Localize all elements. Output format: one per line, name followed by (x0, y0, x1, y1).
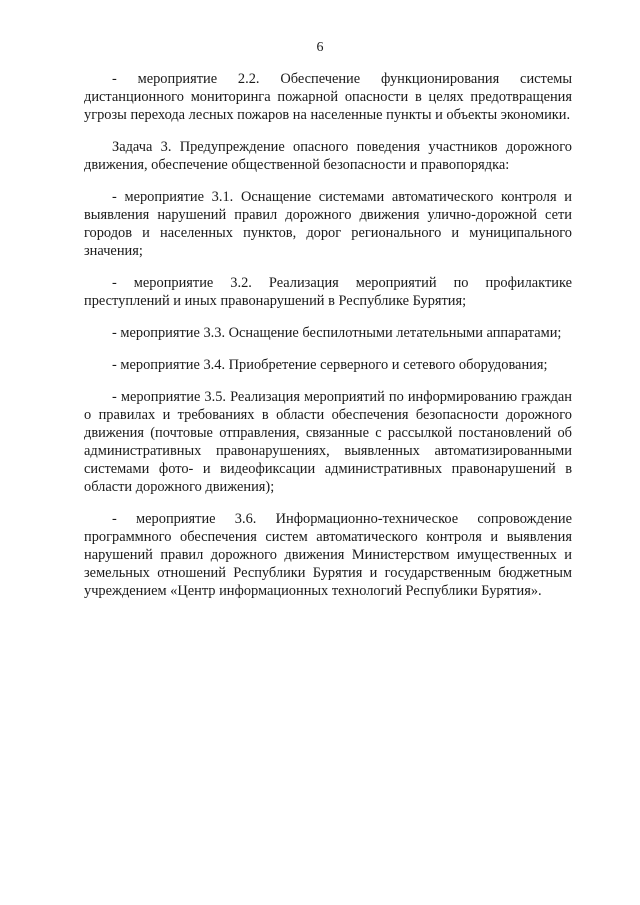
paragraph-measure-3-3: - мероприятие 3.3. Оснащение беспилотными летательными аппаратами; (112, 325, 562, 341)
paragraph-measure-2-2: - мероприятие 2.2. Обеспечение функционирования системы дистанционного мониторинга пожарной опасности в целях предотвращения угрозы перехода лесных пожаров на населенные пункты и объекты экономики. (84, 71, 572, 123)
paragraph-measure-3-2: - мероприятие 3.2. Реализация мероприятий по профилактике преступлений и иных правонарушений в Республике Бурятия; (84, 275, 572, 309)
paragraph-measure-3-1: - мероприятие 3.1. Оснащение системами автоматического контроля и выявления нарушений правил дорожного движения улично-дорожной сети городов и населенных пунктов, дорог регионального и муниципального значения; (84, 189, 572, 259)
paragraph-measure-3-4: - мероприятие 3.4. Приобретение серверного и сетевого оборудования; (112, 357, 548, 373)
paragraph-measure-3-5: - мероприятие 3.5. Реализация мероприятий по информированию граждан о правилах и требованиях в области обеспечения безопасности дорожного движения (почтовые отправления, связанные с рассылкой постановлений об административных правонарушениях, выявленных автоматизированными системами фото- и видеофиксации административных правонарушений в области дорожного движения); (84, 389, 572, 495)
document-body (84, 70, 572, 614)
paragraph-task-3: Задача 3. Предупреждение опасного поведения участников дорожного движения, обеспечение общественной безопасности и правопорядка: (84, 139, 572, 173)
page-number: 6 (316, 40, 324, 55)
paragraph-measure-3-6: - мероприятие 3.6. Информационно-техническое сопровождение программного обеспечения систем автоматического контроля и выявления нарушений правил дорожного движения Министерством имущественных и земельных отношений Республики Бурятия и государственным бюджетным учреждением «Центр информационных технологий Республики Бурятия». (84, 511, 572, 599)
